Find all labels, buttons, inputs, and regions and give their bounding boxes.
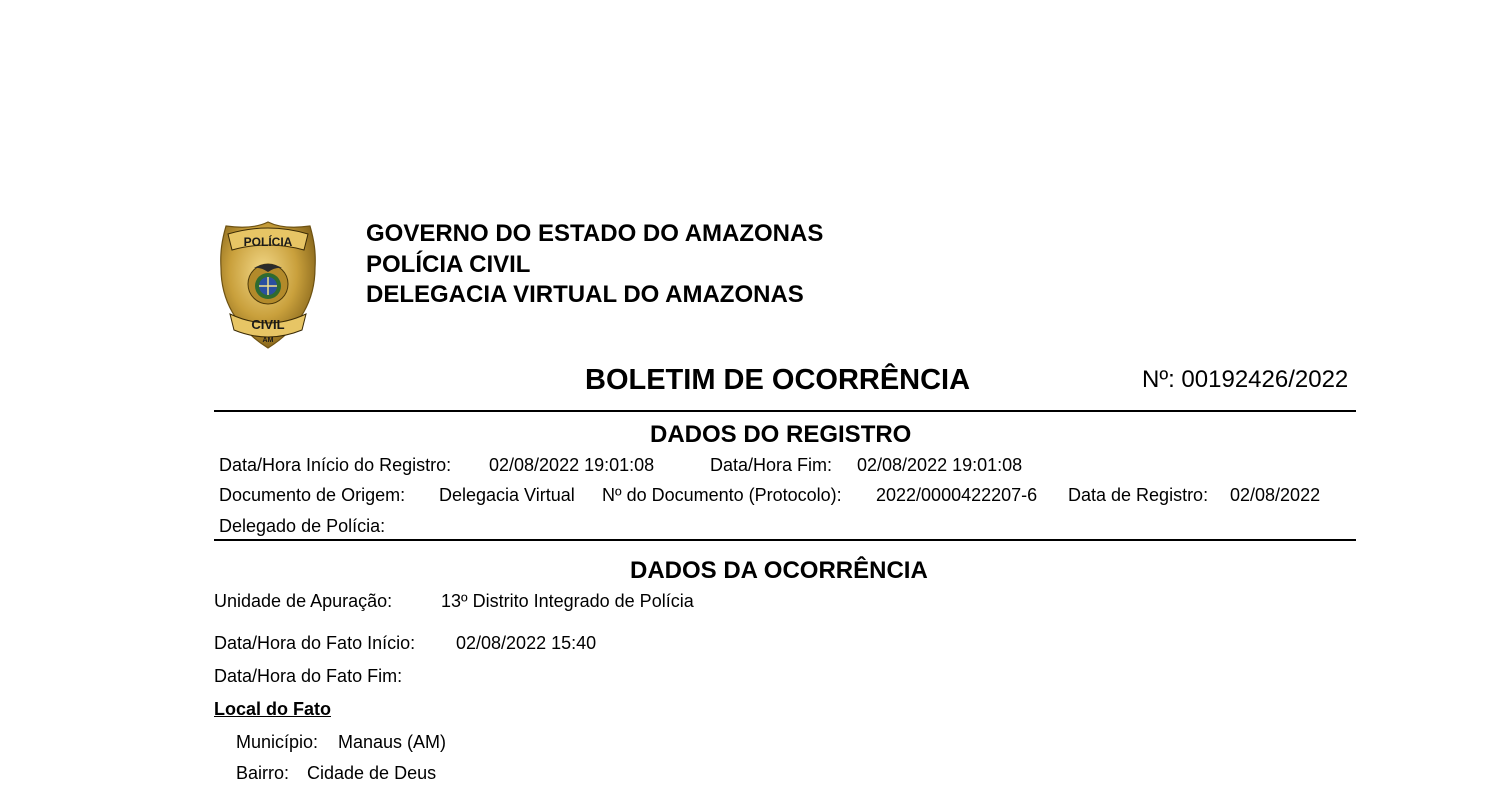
registro-inicio-value: 02/08/2022 19:01:08 bbox=[489, 455, 655, 475]
unidade-value: 13º Distrito Integrado de Polícia bbox=[441, 591, 694, 611]
policia-civil-badge-logo bbox=[218, 220, 318, 350]
registro-origem-value: Delegacia Virtual bbox=[439, 485, 575, 505]
registro-protocolo-label: Nº do Documento (Protocolo): bbox=[602, 485, 842, 505]
registro-inicio-label: Data/Hora Início do Registro: bbox=[219, 455, 452, 475]
registro-protocolo-value: 2022/0000422207-6 bbox=[876, 485, 1038, 505]
section-heading-ocorrencia: DADOS DA OCORRÊNCIA bbox=[630, 557, 928, 584]
registro-data-label: Data de Registro: bbox=[1068, 485, 1209, 505]
registro-fim-value: 02/08/2022 19:01:08 bbox=[857, 455, 1023, 475]
registro-origem-label: Documento de Origem: bbox=[219, 485, 406, 505]
divider-middle bbox=[214, 539, 1356, 541]
municipio-label: Município: bbox=[236, 732, 319, 752]
bairro-label: Bairro: bbox=[236, 763, 290, 783]
registro-fim-label: Data/Hora Fim: bbox=[710, 455, 833, 475]
municipio-value: Manaus (AM) bbox=[338, 732, 447, 752]
document-number: Nº: 00192426/2022 bbox=[1142, 366, 1349, 393]
fato-fim-label: Data/Hora do Fato Fim: bbox=[214, 666, 403, 686]
fato-inicio-label: Data/Hora do Fato Início: bbox=[214, 633, 416, 653]
header-police: POLÍCIA CIVIL bbox=[366, 251, 531, 278]
fato-inicio-value: 02/08/2022 15:40 bbox=[456, 633, 597, 653]
badge-top-text: POLÍCIA bbox=[243, 235, 293, 249]
local-fato-heading: Local do Fato bbox=[214, 699, 331, 719]
header-delegacia: DELEGACIA VIRTUAL DO AMAZONAS bbox=[366, 281, 804, 308]
badge-state-text: AM bbox=[262, 337, 274, 344]
registro-data-value: 02/08/2022 bbox=[1230, 485, 1321, 505]
registro-delegado-label: Delegado de Polícia: bbox=[219, 516, 386, 536]
section-heading-registro: DADOS DO REGISTRO bbox=[650, 421, 912, 448]
bairro-value: Cidade de Deus bbox=[307, 763, 437, 783]
badge-bottom-text: CIVIL bbox=[251, 317, 285, 332]
unidade-label: Unidade de Apuração: bbox=[214, 591, 393, 611]
header-government: GOVERNO DO ESTADO DO AMAZONAS bbox=[366, 220, 824, 247]
document-title: BOLETIM DE OCORRÊNCIA bbox=[585, 364, 971, 396]
divider-top bbox=[214, 410, 1356, 412]
